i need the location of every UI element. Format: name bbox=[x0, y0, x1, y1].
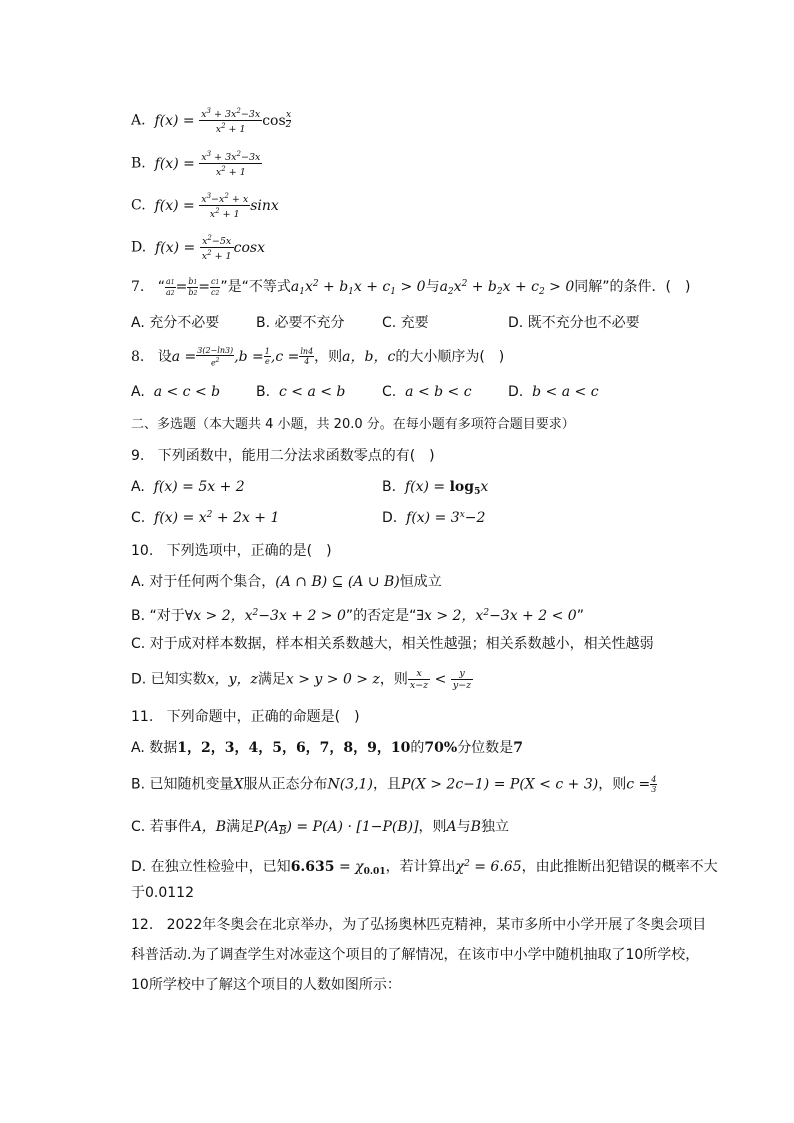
q9-option-d: D. $f(x) = 3^x-2$ bbox=[382, 510, 486, 526]
option-label: B. bbox=[131, 155, 146, 172]
q11-option-b: B. 已知随机变量X服从正态分布N(3,1)，且P(X > 2c−1) = P(X < c + 3)，则c = $\frac{4}{3}$ bbox=[131, 775, 657, 794]
option-text: 7 bbox=[513, 740, 523, 756]
option-text: 满足 bbox=[226, 819, 255, 835]
question-text: 设 bbox=[157, 348, 172, 365]
option-text: ”的否定是“ bbox=[345, 608, 417, 624]
question-text: 2022年冬奥会在北京举办，为了弘扬奥林匹克精神，某市多所中小学开展了冬奥会项目 bbox=[166, 917, 707, 933]
q11-option-a bbox=[131, 739, 523, 757]
q8-option-a: A. a < c < b bbox=[131, 384, 221, 400]
question-9 bbox=[131, 447, 435, 465]
option-text: 服从正态分布 bbox=[243, 776, 328, 793]
q11-option-c: C. 若事件A，B满足$P(A_{\overline{B}}) = P(A) \cdot [1-P(B)]$，则A与B独立 bbox=[131, 819, 509, 837]
question-12 bbox=[131, 916, 706, 934]
question-10 bbox=[131, 542, 332, 560]
q8-option-b: B. c < a < b bbox=[256, 384, 346, 400]
option-text: D. 在独立性检验中，已知 bbox=[131, 859, 291, 875]
option-text: 恒成立 bbox=[399, 574, 442, 590]
question-12-line3: 10所学校中了解这个项目的人数如图所示： bbox=[131, 977, 401, 993]
question-text: 的大小顺序为( ) bbox=[395, 348, 505, 365]
option-label: D. bbox=[131, 239, 147, 256]
q7-option-c: C. 充要 bbox=[382, 315, 429, 331]
question-text: 下列命题中，正确的命题是( ) bbox=[166, 709, 360, 725]
question-text: 下列函数中，能用二分法求函数零点的有( ) bbox=[157, 448, 435, 464]
q10-option-d: D. 已知实数x，y，z满足x > y > 0 > z，则 $\frac{x}{x-z}$ < $\frac{y}{y-z}$ bbox=[131, 668, 472, 691]
question-number: 8. bbox=[131, 348, 145, 365]
option-label: A. bbox=[131, 112, 146, 129]
q7-option-d: D. 既不充分也不必要 bbox=[508, 315, 640, 331]
option-text: ，若计算出 bbox=[385, 859, 456, 875]
q9-option-b: B. $f(x) = \log_5x$ bbox=[382, 479, 489, 497]
question-number: 11. bbox=[131, 709, 154, 725]
option-text: 1，2，3，4，5，6，7，8，9，10 bbox=[177, 740, 411, 756]
option-text: B. 已知随机变量 bbox=[131, 776, 234, 793]
option-text: ，由此推断出犯错误的概率不大 bbox=[521, 859, 718, 875]
formula: f(x) = $\frac{x^3 + 3x^2-3x}{x^2 + 1}$ cos $\frac{x}{2}$ bbox=[150, 107, 292, 136]
question-number: 12. bbox=[131, 917, 154, 933]
option-text: ，则 bbox=[418, 819, 447, 835]
question-number: 9. bbox=[131, 448, 145, 464]
q7-option-b: B. 必要不充分 bbox=[256, 315, 345, 331]
q6-option-b bbox=[131, 149, 262, 178]
question-number: 7. bbox=[131, 279, 145, 295]
formula: f(x) = $\frac{x^3-x^2 + x}{x^2 + 1}$ sinx bbox=[150, 192, 279, 221]
option-text: ” bbox=[576, 608, 584, 624]
option-text: C. 若事件 bbox=[131, 819, 192, 835]
option-text: ，则 bbox=[598, 776, 627, 793]
option-text: 独立 bbox=[480, 819, 509, 835]
q6-option-c bbox=[131, 191, 279, 220]
option-text: ，则 bbox=[379, 671, 408, 688]
q10-option-b: B. “对于∀x > 2，$x^2-3x + 2 > 0$”的否定是“∃x > 2，$x^2-3x + 2 < 0$” bbox=[131, 608, 584, 624]
question-text: 与 bbox=[425, 279, 440, 295]
option-text: A. 数据 bbox=[131, 740, 178, 756]
q10-option-a: A. 对于任何两个集合，(A ∩ B) ⊆ (A ∪ B)恒成立 bbox=[131, 574, 442, 590]
option-text: 70% bbox=[424, 740, 458, 756]
q9-option-c: C. $f(x) = x^2 + 2x + 1$ bbox=[131, 510, 280, 526]
question-text: 同解”的条件．( ) bbox=[574, 279, 691, 295]
formula: f(x) = $\frac{x^3 + 3x^2-3x}{x^2 + 1}$ bbox=[150, 150, 261, 179]
question-text: ，则 bbox=[314, 348, 343, 365]
section-2-title: 二、多选题（本大题共 4 小题，共 20.0 分。在每小题有多项符合题目要求） bbox=[131, 417, 575, 432]
option-text: 满足 bbox=[257, 671, 286, 688]
question-11 bbox=[131, 708, 360, 726]
q11-option-d-line2: 于0.0112 bbox=[131, 885, 194, 901]
q9-option-a: A. f(x) = 5x + 2 bbox=[131, 479, 245, 495]
option-text: D. 已知实数 bbox=[131, 671, 207, 688]
option-text: A. 对于任何两个集合， bbox=[131, 574, 276, 590]
question-8: 8. 设a = $\frac{3(2-\ln 3)}{e^2}$ ,b = $\frac{1}{e}$ ,c = $\frac{\ln 4}{4}$ ，则a，b，c的大小顺序为( ) bbox=[131, 346, 505, 368]
option-text: ，且 bbox=[372, 776, 401, 793]
option-text: B. “对于 bbox=[131, 608, 185, 624]
q8-option-d: D. b < a < c bbox=[508, 384, 599, 400]
formula: f(x) = $\frac{x^2-5x}{x^2 + 1}$ cosx bbox=[150, 234, 265, 263]
q6-option-a bbox=[131, 106, 291, 135]
question-12-line2: 科普活动.为了调查学生对冰壶这个项目的了解情况，在该市中小学中随机抽取了10所学校， bbox=[131, 947, 700, 963]
q11-option-d: D. 在独立性检验中，已知$6.635 = \chi_{0.01}$，若计算出$\chi^2 = 6.65$，由此推断出犯错误的概率不大 bbox=[131, 859, 718, 877]
question-text: 下列选项中，正确的是( ) bbox=[166, 543, 332, 559]
q8-option-c: C. a < b < c bbox=[382, 384, 472, 400]
option-text: 分位数是 bbox=[457, 740, 514, 756]
q10-option-c: C. 对于成对样本数据，样本相关系数越大，相关性越强；相关系数越小，相关性越弱 bbox=[131, 636, 654, 652]
question-7: 7. “ $\frac{a1}{a2}$ = $\frac{b1}{b2}$ = $\frac{c1}{c2}$ ”是“不等式$a_1x^2 + b_1x + c_1 > 0$与$a_2x^2 + b_2x + c_2 > 0$同解”的条件．( ) bbox=[131, 276, 691, 297]
question-number: 10. bbox=[131, 543, 154, 559]
option-label: C. bbox=[131, 197, 146, 214]
question-text: ”是“不等式 bbox=[220, 279, 291, 295]
option-text: 的 bbox=[410, 740, 425, 756]
q7-option-a: A. 充分不必要 bbox=[131, 315, 220, 331]
q6-option-d bbox=[131, 233, 265, 262]
